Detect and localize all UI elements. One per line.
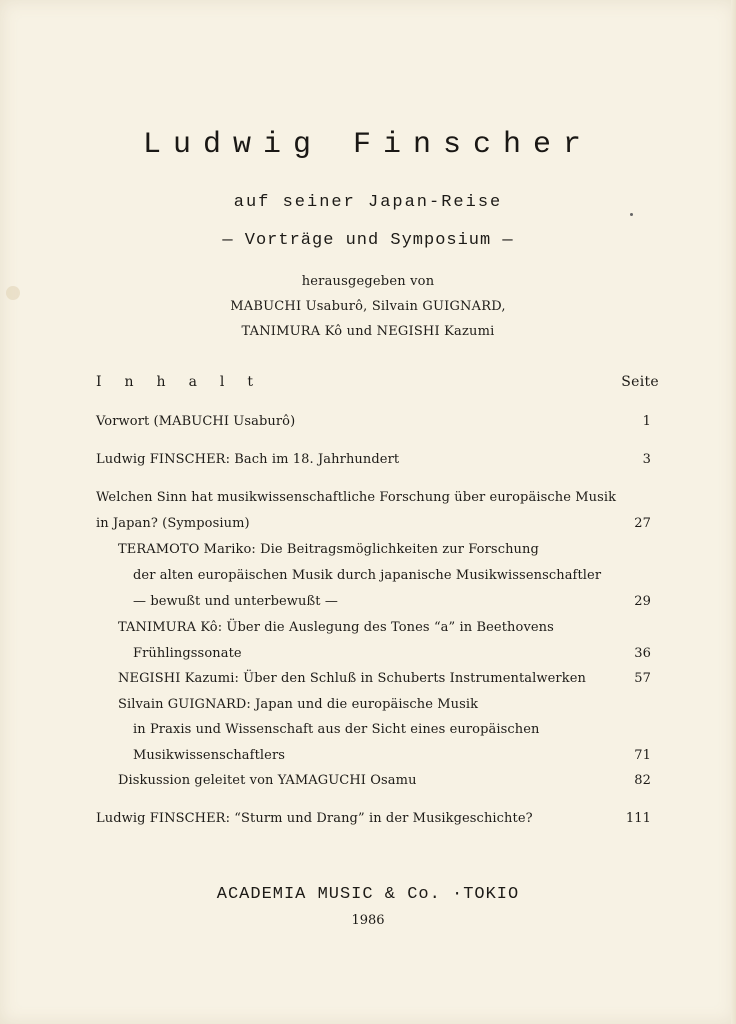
contents-header: [96, 374, 659, 390]
book-subtitle-secondary: — Vorträge und Symposium —: [222, 231, 514, 250]
toc-page: 82: [634, 773, 651, 788]
toc-page: 29: [634, 594, 651, 609]
paper-speck: [630, 213, 633, 216]
toc-line: [118, 697, 651, 712]
toc-page: 111: [625, 811, 651, 826]
toc-line: [118, 542, 651, 557]
book-subtitle: auf seiner Japan-Reise: [233, 193, 503, 212]
toc-line: [96, 452, 651, 467]
toc-line: [118, 671, 651, 686]
toc-line: [96, 414, 651, 429]
toc-text: in Praxis und Wissenschaft aus der Sicht eines europäischen: [133, 722, 540, 737]
toc-line: [118, 620, 651, 635]
toc-page: 27: [634, 516, 651, 531]
toc-line: [96, 516, 651, 531]
publication-year: 1986: [351, 913, 385, 928]
toc-line: [133, 646, 651, 661]
contents-heading: Inhalt: [96, 374, 277, 390]
toc-text: TERAMOTO Mariko: Die Beitragsmöglichkeiten zur Forschung: [118, 542, 539, 557]
toc-page: 71: [634, 748, 651, 763]
editor-names-2: TANIMURA Kô und NEGISHI Kazumi: [241, 324, 495, 339]
toc-text: Ludwig FINSCHER: “Sturm und Drang” in der Musikgeschichte?: [96, 811, 533, 826]
editor-names-1: MABUCHI Usaburô, Silvain GUIGNARD,: [230, 299, 506, 314]
toc-text: Musikwissenschaftlers: [133, 748, 286, 763]
toc-line: [118, 773, 651, 788]
toc-text: NEGISHI Kazumi: Über den Schluß in Schuberts Instrumentalwerken: [118, 671, 586, 686]
toc-line: [133, 722, 651, 737]
book-title: Ludwig Finscher: [142, 128, 594, 162]
contents-page-label: Seite: [621, 374, 659, 390]
toc-text: der alten europäischen Musik durch japanische Musikwissenschaftler: [133, 568, 602, 583]
toc-text: — bewußt und unterbewußt —: [133, 594, 338, 609]
toc-page: 1: [642, 414, 651, 429]
toc-line: [96, 811, 651, 826]
toc-text: Ludwig FINSCHER: Bach im 18. Jahrhundert: [96, 452, 400, 467]
toc-line: [133, 568, 651, 583]
toc-text: Diskussion geleitet von YAMAGUCHI Osamu: [118, 773, 417, 788]
publisher: ACADEMIA MUSIC & Co. ·TOKIO: [216, 885, 520, 904]
toc-text: Silvain GUIGNARD: Japan und die europäische Musik: [118, 697, 479, 712]
toc-text: Frühlingssonate: [133, 646, 242, 661]
toc-text: TANIMURA Kô: Über die Auslegung des Tones “a” in Beethovens: [118, 620, 554, 635]
toc-line: [133, 748, 651, 763]
toc-text: in Japan? (Symposium): [96, 516, 250, 531]
toc-text: Vorwort (MABUCHI Usaburô): [96, 414, 296, 429]
toc-page: 3: [642, 452, 651, 467]
toc-text: Welchen Sinn hat musikwissenschaftliche Forschung über europäische Musik: [96, 490, 617, 505]
toc-line: [96, 490, 651, 505]
toc-page: 36: [634, 646, 651, 661]
toc-line: [133, 594, 651, 609]
toc-page: 57: [634, 671, 651, 686]
editor-intro: herausgegeben von: [301, 274, 435, 289]
